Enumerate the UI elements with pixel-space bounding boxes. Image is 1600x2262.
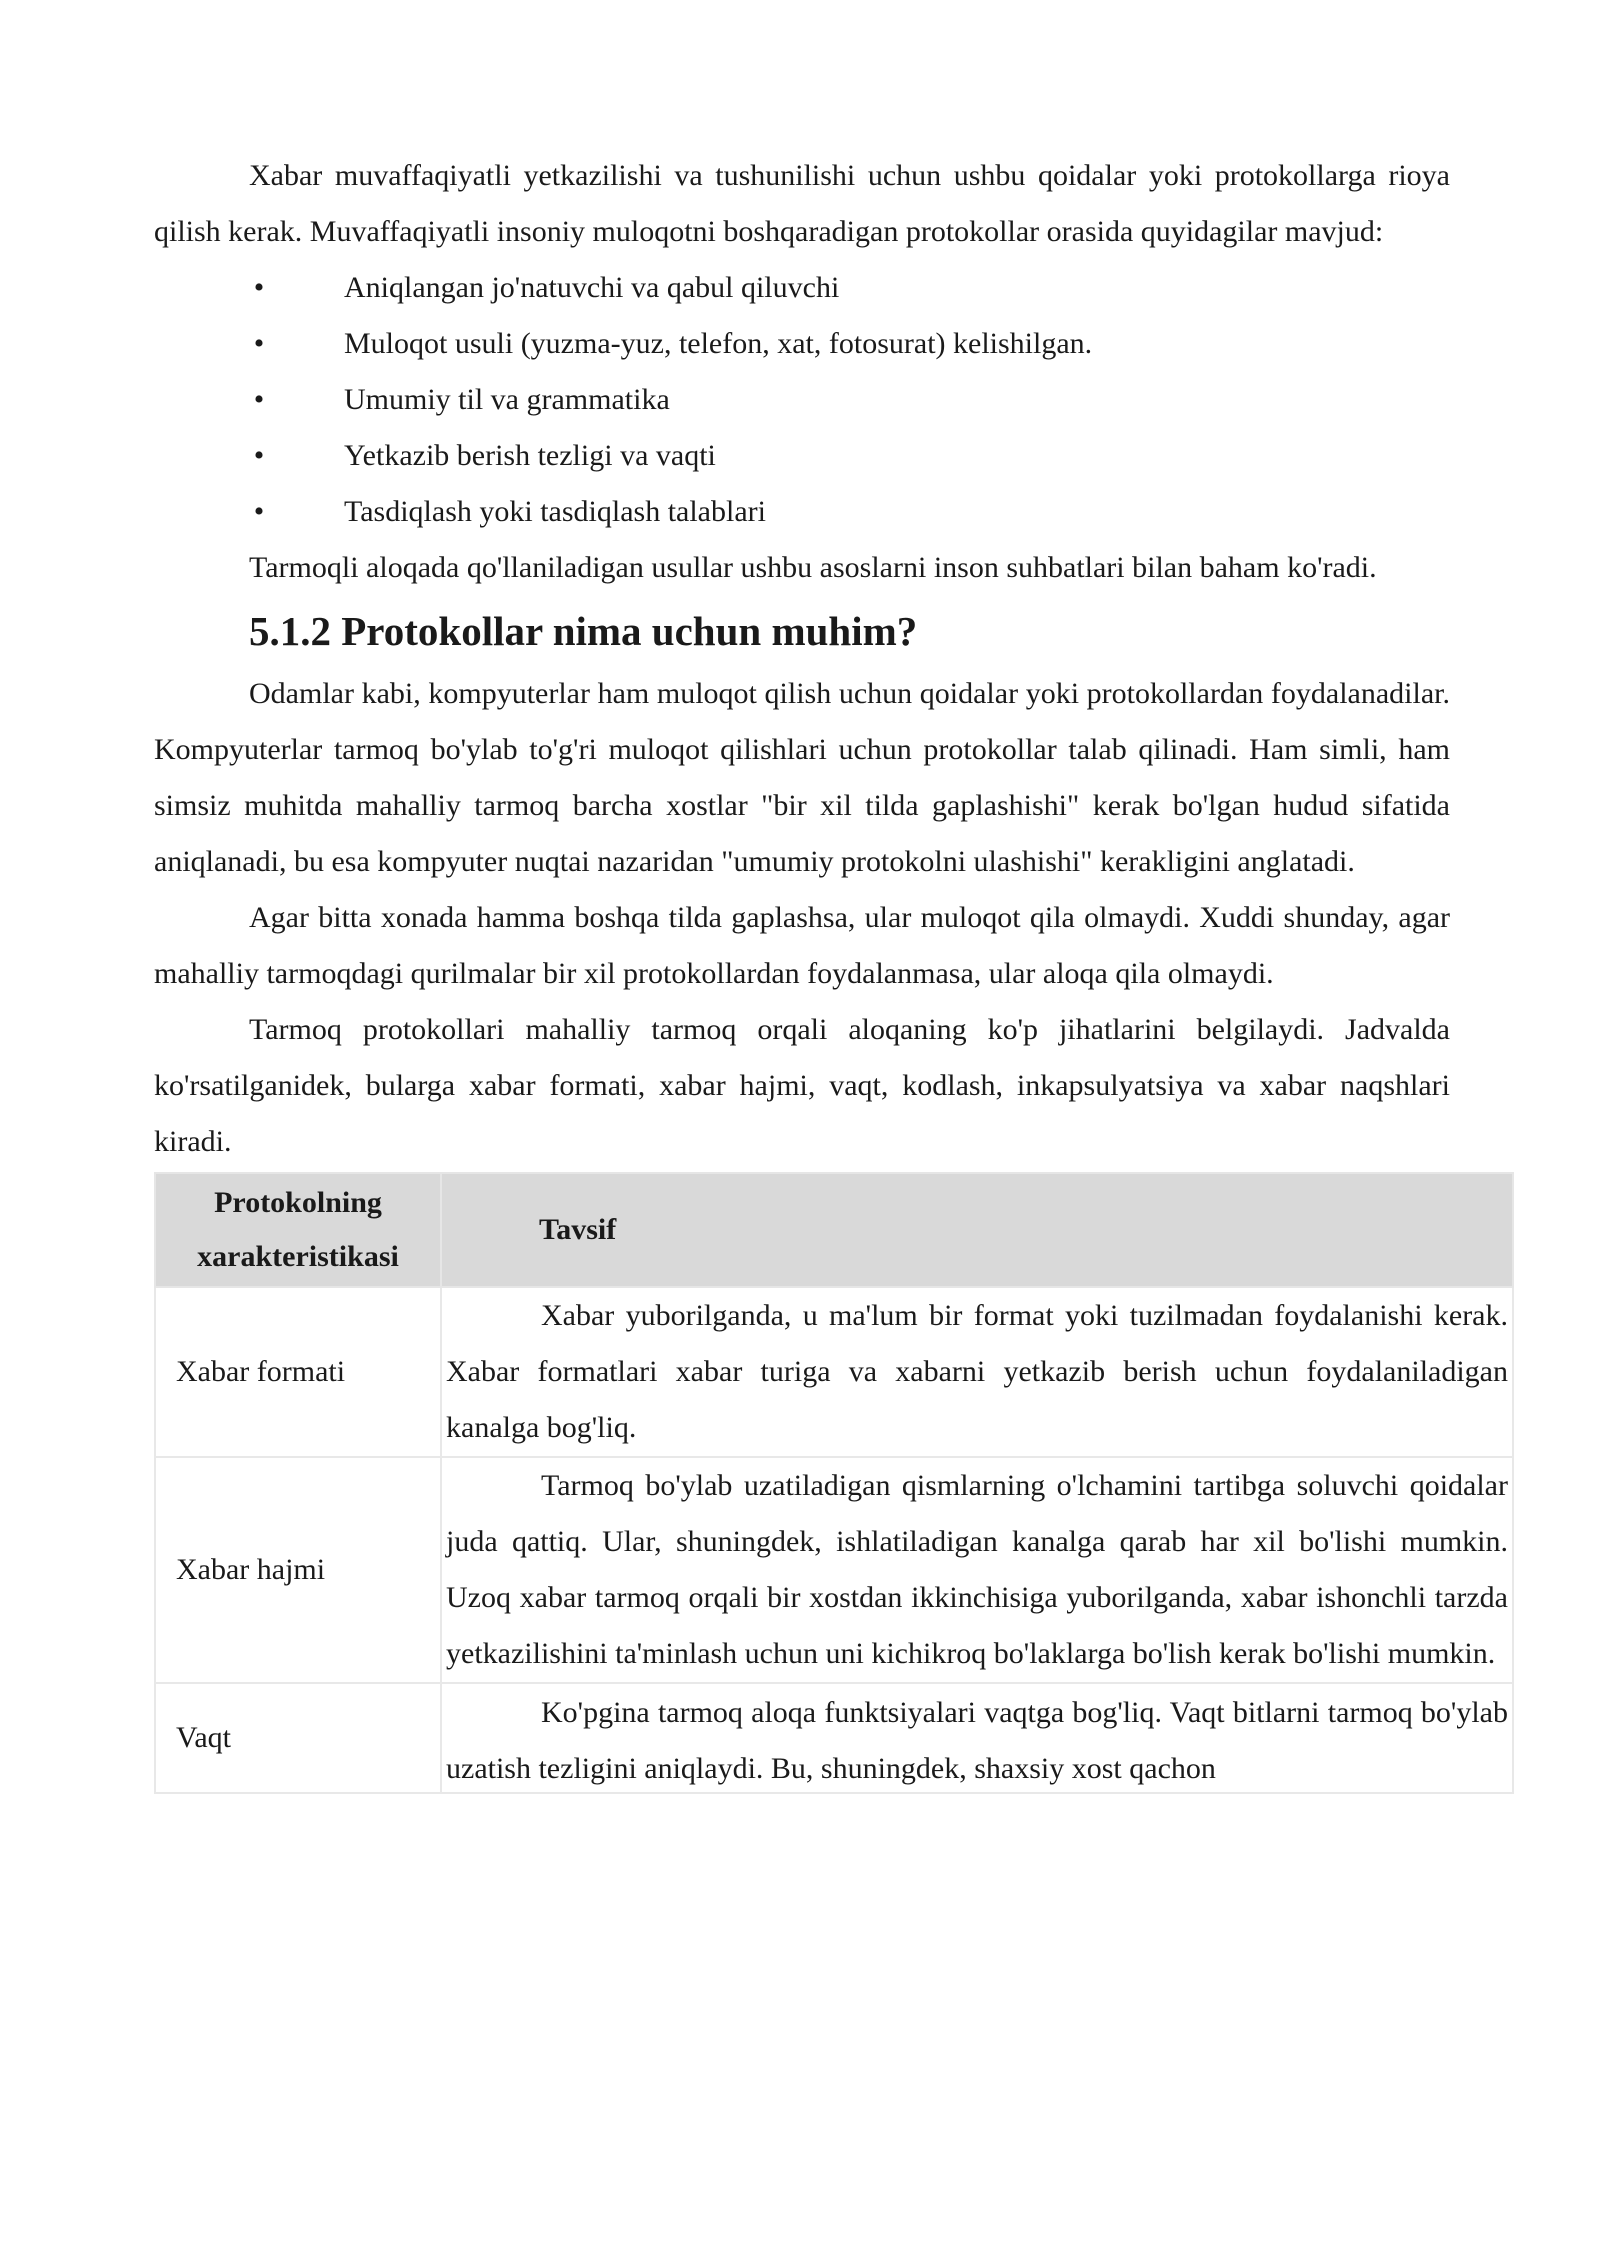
table-cell-name: Xabar hajmi (155, 1457, 441, 1683)
list-item-text: Aniqlangan jo'natuvchi va qabul qiluvchi (344, 271, 840, 304)
table-cell-description (441, 1683, 1513, 1793)
table-cell-description-text: Ko'pgina tarmoq aloqa funktsiyalari vaqtga bog'liq. Vaqt bitlarni tarmoq bo'ylab uzatish tezligini aniqlaydi. Bu, shuningdek, shaxsiy xost qachon (446, 1696, 1508, 1785)
list-item-text: Umumiy til va grammatika (344, 383, 670, 416)
paragraph-2: Tarmoqli aloqada qo'llaniladigan usullar ushbu asoslarni inson suhbatlari bilan baham ko'radi. (249, 551, 1377, 584)
bullet-icon: • (253, 271, 265, 304)
table-cell-description: Tarmoq bo'ylab uzatiladigan qismlarning o'lchamini tartibga soluvchi qoidalar juda qattiq. Ular, shuningdek, ishlatiladigan kanalga qarab har xil bo'lishi mumkin. Uzoq xabar tarmoq orqali bir xostdan ikkinchisiga yuborilganda, xabar ishonchli tarzda yetkazilishini ta'minlash uchun uni kichikroq bo'laklarga bo'lish kerak bo'lishi mumkin. (441, 1457, 1513, 1683)
list-item (154, 484, 1450, 540)
table-cell-name: Xabar formati (155, 1287, 441, 1457)
document-page (154, 148, 1508, 1794)
table-row (155, 1287, 1513, 1457)
paragraph-3: Odamlar kabi, kompyuterlar ham muloqot qilish uchun qoidalar yoki protokollardan foydalanadilar. Kompyuterlar tarmoq bo'ylab to'g'ri muloqot qilishlari uchun protokollar talab qilinadi. Ham simli, ham simsiz muhitda mahalliy tarmoq barcha xostlar "bir xil tilda gaplashishi" kerak bo'lgan hudud sifatida aniqlanadi, bu esa kompyuter nuqtai nazaridan "umumiy protokolni ulashishi" kerakligini anglatadi. (154, 677, 1450, 878)
table-header-characteristic: Protokolning xarakteristikasi (155, 1173, 441, 1287)
table-cell-name: Vaqt (155, 1683, 441, 1793)
bullet-icon: • (253, 327, 265, 360)
list-item-text: Muloqot usuli (yuzma-yuz, telefon, xat, fotosurat) kelishilgan. (344, 327, 1093, 360)
paragraph-5: Tarmoq protokollari mahalliy tarmoq orqali aloqaning ko'p jihatlarini belgilaydi. Jadvalda ko'rsatilganidek, bularga xabar formati, xabar hajmi, vaqt, kodlash, inkapsulyatsiya va xabar naqshlari kiradi. (154, 1013, 1450, 1158)
table-row (155, 1457, 1513, 1683)
protocol-table (154, 1172, 1514, 1794)
bullet-icon: • (253, 495, 265, 528)
paragraph-4: Agar bitta xonada hamma boshqa tilda gaplashsa, ular muloqot qila olmaydi. Xuddi shunday, agar mahalliy tarmoqdagi qurilmalar bir xil protokollardan foydalanmasa, ular aloqa qila olmaydi. (154, 901, 1450, 990)
section-heading: 5.1.2 Protokollar nima uchun muhim? (249, 608, 918, 654)
table-cell-description: Xabar yuborilganda, u ma'lum bir format yoki tuzilmadan foydalanishi kerak. Xabar formatlari xabar turiga va xabarni yetkazib berish uchun foydalaniladigan kanalga bog'liq. (441, 1287, 1513, 1457)
list-item (154, 372, 1450, 428)
list-item-text: Yetkazib berish tezligi va vaqti (344, 439, 716, 472)
intro-paragraph: Xabar muvaffaqiyatli yetkazilishi va tushunilishi uchun ushbu qoidalar yoki protokollarga rioya qilish kerak. Muvaffaqiyatli insoniy muloqotni boshqaradigan protokollar orasida quyidagilar mavjud: (154, 159, 1450, 248)
list-item (154, 316, 1450, 372)
table-header-description: Tavsif (441, 1173, 1513, 1287)
list-item (154, 428, 1450, 484)
table-header-row (155, 1173, 1513, 1287)
protocol-bullet-list (154, 260, 1450, 540)
bullet-icon: • (253, 439, 265, 472)
list-item-text: Tasdiqlash yoki tasdiqlash talablari (344, 495, 766, 528)
table-row (155, 1683, 1513, 1793)
list-item (154, 260, 1450, 316)
bullet-icon: • (253, 383, 265, 416)
